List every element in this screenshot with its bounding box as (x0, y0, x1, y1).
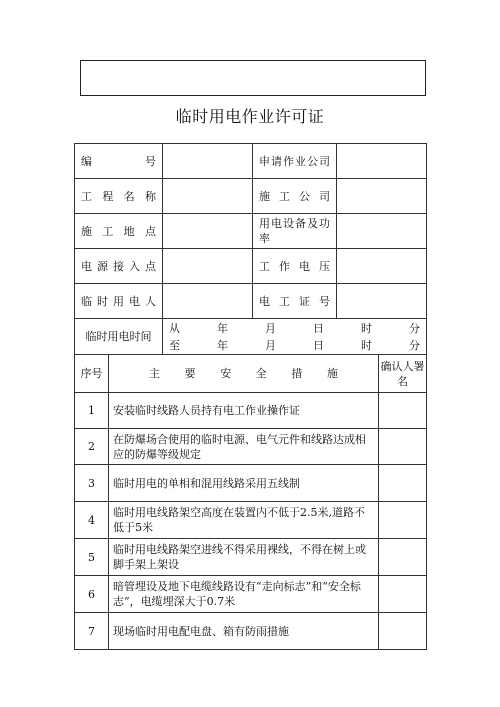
header-measures: 主 要 安 全 措 施 (109, 355, 379, 393)
field-label: 编号 (75, 144, 163, 179)
table-row (75, 393, 427, 429)
measure-no: 1 (75, 393, 109, 429)
field-label: 电源接入点 (75, 249, 163, 284)
measure-text: 安装临时线路人员持有电工作业操作证 (109, 393, 379, 429)
field-label: 电工证号 (253, 284, 337, 319)
measure-text: 在防爆场合使用的临时电源、电气元件和线路达成相应的防爆等级规定 (109, 429, 379, 465)
info-row (75, 179, 427, 214)
field-label: 施工公司 (253, 179, 337, 214)
info-row (75, 284, 427, 319)
time-range-field[interactable] (163, 319, 427, 355)
field-value[interactable] (163, 284, 253, 319)
header-confirm: 确认人署名 (379, 355, 427, 393)
measure-text: 现场临时用电配电盘、箱有防雨措施 (109, 613, 379, 650)
table-row (75, 576, 427, 613)
measure-no: 4 (75, 502, 109, 539)
field-value[interactable] (337, 214, 427, 249)
field-value[interactable] (163, 249, 253, 284)
measure-text: 临时用电线路架空高度在装置内不低于2.5米,道路不低于5米 (109, 502, 379, 539)
header-blank-box (80, 60, 426, 96)
measure-no: 2 (75, 429, 109, 465)
field-label: 工作电压 (253, 249, 337, 284)
field-value[interactable] (163, 144, 253, 179)
field-value[interactable] (337, 179, 427, 214)
confirm-signature[interactable] (379, 465, 427, 502)
time-from-line: 从 年 月 日 时 分 (169, 321, 420, 335)
measure-text: 暗管埋设及地下电缆线路设有“走向标志”和“安全标志”，电缆埋深大于0.7米 (109, 576, 379, 613)
field-value[interactable] (163, 214, 253, 249)
table-row (75, 539, 427, 576)
info-row (75, 249, 427, 284)
measure-no: 3 (75, 465, 109, 502)
time-to-line: 至 年 月 日 时 分 (169, 338, 420, 352)
header-no: 序号 (75, 355, 109, 393)
info-row (75, 144, 427, 179)
table-row (75, 429, 427, 465)
measure-text: 临时用电的单相和混用线路采用五线制 (109, 465, 379, 502)
table-row (75, 502, 427, 539)
measure-no: 7 (75, 613, 109, 650)
measures-header-row (75, 355, 427, 393)
permit-table (74, 143, 427, 650)
field-label: 申请作业公司 (253, 144, 337, 179)
measure-text: 临时用电线路架空进线不得采用裸线，不得在树上或脚手架上架设 (109, 539, 379, 576)
measure-no: 5 (75, 539, 109, 576)
field-label: 施工地点 (75, 214, 163, 249)
table-row (75, 465, 427, 502)
confirm-signature[interactable] (379, 393, 427, 429)
table-row (75, 613, 427, 650)
time-label: 临时用电时间 (75, 319, 163, 355)
field-value[interactable] (337, 284, 427, 319)
field-label: 临时用电人 (75, 284, 163, 319)
field-value[interactable] (163, 179, 253, 214)
field-label: 用电设备及功率 (253, 214, 337, 249)
field-label: 工程名称 (75, 179, 163, 214)
confirm-signature[interactable] (379, 613, 427, 650)
page-title: 临时用电作业许可证 (175, 107, 325, 126)
confirm-signature[interactable] (379, 502, 427, 539)
measure-no: 6 (75, 576, 109, 613)
time-row (75, 319, 427, 355)
field-value[interactable] (337, 144, 427, 179)
info-row (75, 214, 427, 249)
confirm-signature[interactable] (379, 429, 427, 465)
confirm-signature[interactable] (379, 576, 427, 613)
field-value[interactable] (337, 249, 427, 284)
confirm-signature[interactable] (379, 539, 427, 576)
